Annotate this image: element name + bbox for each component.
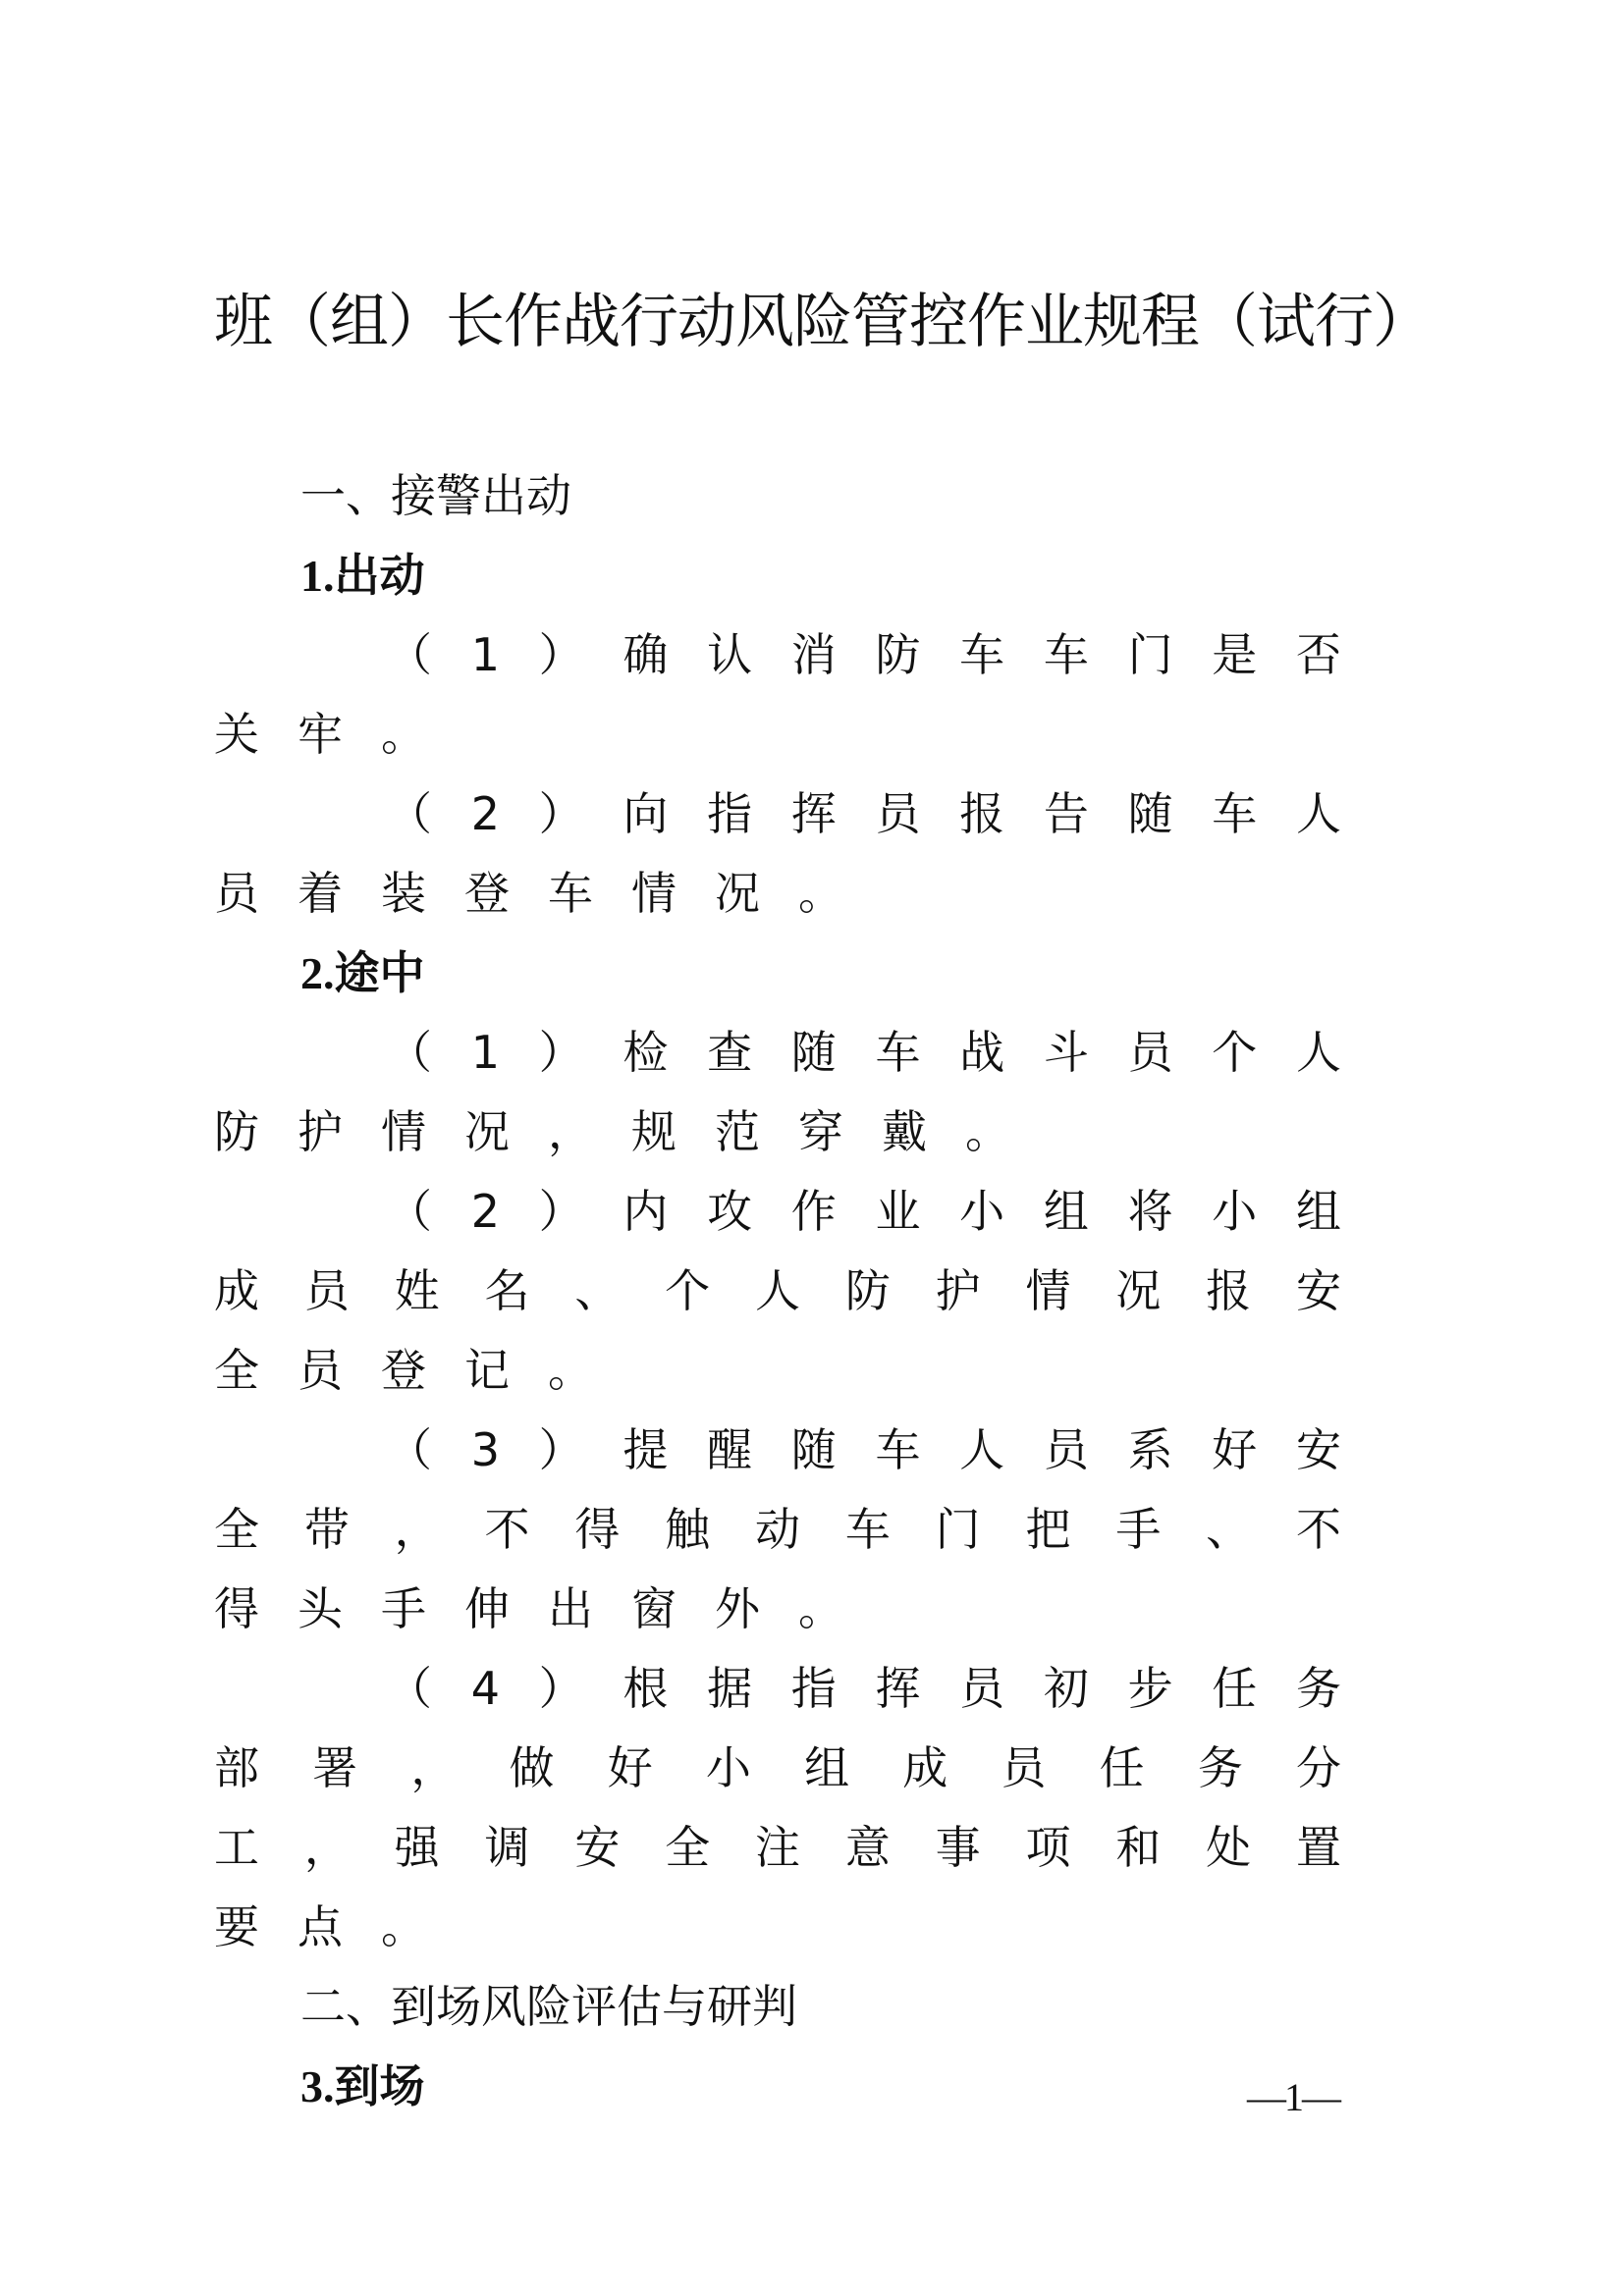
page-number: —1— [1247,2075,1339,2119]
section-heading: 一、接警出动 [300,469,571,522]
list-item: （3）提醒随车人员系好安全带，不得触动车门把手、不得头手伸出窗外。 [214,1423,1380,1635]
subsection-title: 2.途中 [300,948,425,998]
document-title: 班（组）长作战行动风险管控作业规程（试行） [214,288,1431,356]
list-item: （2）内攻作业小组将小组成员姓名、个人防护情况报安全员登记。 [214,1185,1380,1397]
list-item: （1）检查随车战斗员个人防护情况，规范穿戴。 [214,1026,1380,1158]
list-item: （4）根据指挥员初步任务部署，做好小组成员任务分工，强调安全注意事项和处置要点。 [214,1662,1380,1953]
list-item: （1）确认消防车车门是否关牢。 [214,628,1380,761]
subsection-title: 1.出动 [300,551,425,601]
section-heading: 二、到场风险评估与研判 [300,1980,797,2033]
list-item: （2）向指挥员报告随车人员着装登车情况。 [214,787,1380,920]
subsection-title: 3.到场 [300,2061,425,2111]
document-body [214,456,1380,2126]
